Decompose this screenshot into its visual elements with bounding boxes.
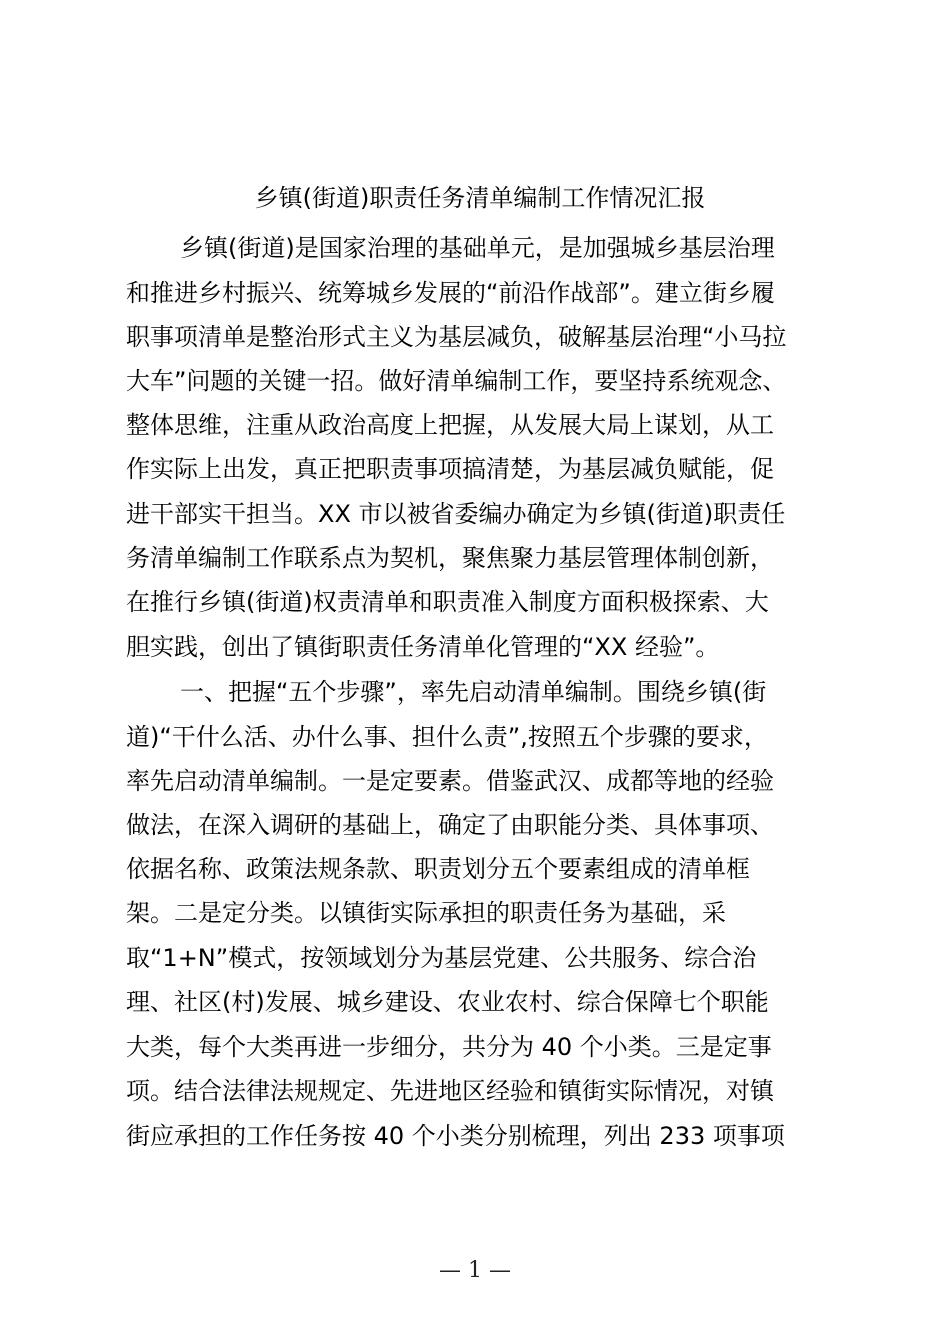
document-title: 乡镇(街道)职责任务清单编制工作情况汇报 xyxy=(254,184,706,212)
paragraph-line: 和推进乡村振兴、统筹城乡发展的“前沿作战部”。建立街乡履 xyxy=(126,279,775,307)
paragraph-line: 整体思维，注重从政治高度上把握，从发展大局上谋划，从工 xyxy=(126,411,774,439)
paragraph-line: 项。结合法律法规规定、先进地区经验和镇街实际情况，对镇 xyxy=(126,1077,774,1105)
paragraph-line: 做法，在深入调研的基础上，确定了由职能分类、具体事项、 xyxy=(126,811,774,839)
paragraph-line: 职事项清单是整治形式主义为基层减负，破解基层治理“小马拉 xyxy=(126,323,787,351)
paragraph-line: 取“1+N”模式，按领域划分为基层党建、公共服务、综合治 xyxy=(126,944,757,972)
paragraph-line: 道)“干什么活、办什么事、担什么责”,按照五个步骤的要求， xyxy=(126,723,768,751)
paragraph-line: 在推行乡镇(街道)权责清单和职责准入制度方面积极探索、大 xyxy=(126,588,769,616)
paragraph-line: 依据名称、政策法规条款、职责划分五个要素组成的清单框 xyxy=(126,855,750,883)
paragraph-line: 街应承担的工作任务按 40 个小类分别梳理，列出 233 项事项 xyxy=(126,1122,785,1150)
paragraph-line: 大类，每个大类再进一步细分，共分为 40 个小类。三是定事 xyxy=(126,1033,772,1061)
paragraph-line: 一、把握“五个步骤”，率先启动清单编制。围绕乡镇(街 xyxy=(180,678,767,706)
page-number: — 1 — xyxy=(439,1258,511,1283)
paragraph-line: 务清单编制工作联系点为契机，聚焦聚力基层管理体制创新， xyxy=(126,544,774,572)
paragraph-line: 大车”问题的关键一招。做好清单编制工作，要坚持系统观念、 xyxy=(126,367,787,395)
paragraph-line: 作实际上出发，真正把职责事项搞清楚，为基层减负赋能，促 xyxy=(126,455,774,483)
paragraph-line: 胆实践，创出了镇街职责任务清单化管理的“XX 经验”。 xyxy=(126,633,720,661)
paragraph-line: 理、社区(村)发展、城乡建设、农业农村、综合保障七个职能 xyxy=(126,988,769,1016)
paragraph-line: 乡镇(街道)是国家治理的基础单元，是加强城乡基层治理 xyxy=(180,234,775,262)
paragraph-line: 进干部实干担当。XX 市以被省委编办确定为乡镇(街道)职责任 xyxy=(126,500,786,528)
paragraph-line: 率先启动清单编制。一是定要素。借鉴武汉、成都等地的经验 xyxy=(126,767,774,795)
paragraph-line: 架。二是定分类。以镇街实际承担的职责任务为基础，采 xyxy=(126,899,726,927)
